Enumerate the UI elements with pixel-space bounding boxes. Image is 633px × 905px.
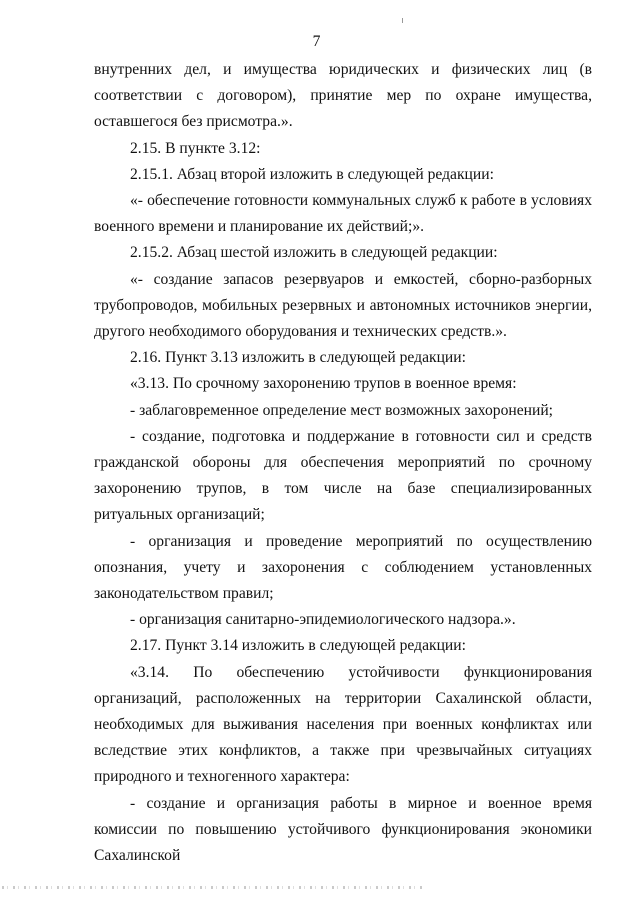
paragraph: - заблаговременное определение мест возможных захоронений; (130, 401, 553, 419)
paragraph: 2.17. Пункт 3.14 изложить в следующей редакции: (130, 637, 466, 655)
scan-artifact-noise (2, 886, 422, 889)
paragraph: - создание и организация работы в мирное и военное время комиссии по повышению устойчивого функционирования экономики Сахалинской (94, 794, 592, 865)
paragraph: - организация и проведение мероприятий по осуществлению опознания, учету и захоронения с соблюдением установленных законодательством правил; (94, 532, 592, 603)
paragraph: 2.15. В пункте 3.12: (130, 139, 261, 157)
paragraph: - создание, подготовка и поддержание в готовности сил и средств гражданской обороны для обеспечения мероприятий по срочному захоронению трупов, в том числе на базе специализированных ритуальных организаций; (94, 427, 592, 524)
paragraph: «- создание запасов резервуаров и емкостей, сборно-разборных трубопроводов, мобильных резервных и автономных источников энергии, другого необходимого оборудования и технических средств.». (94, 270, 592, 341)
document-body (94, 57, 592, 869)
paragraph: «3.14. По обеспечению устойчивости функционирования организаций, расположенных на территории Сахалинской области, необходимых для выживания населения при военных конфликтах или вследствие этих конфликтов, а также при чрезвычайных ситуациях природного и техногенного характера: (94, 663, 592, 786)
paragraph: «3.13. По срочному захоронению трупов в военное время: (130, 375, 517, 393)
paragraph: «- обеспечение готовности коммунальных служб к работе в условиях военного времени и планирование их действий;». (94, 192, 592, 236)
paragraph: внутренних дел, и имущества юридических и физических лиц (в соответствии с договором), принятие мер по охране имущества, оставшегося без присмотра.». (94, 61, 592, 131)
paragraph: - организация санитарно-эпидемиологического надзора.». (130, 611, 516, 629)
scan-artifact-mark (402, 18, 403, 23)
paragraph: 2.15.1. Абзац второй изложить в следующей редакции: (130, 165, 494, 183)
paragraph: 2.15.2. Абзац шестой изложить в следующей редакции: (130, 244, 498, 262)
page-number: 7 (312, 33, 321, 50)
paragraph: 2.16. Пункт 3.13 изложить в следующей редакции: (130, 349, 466, 367)
